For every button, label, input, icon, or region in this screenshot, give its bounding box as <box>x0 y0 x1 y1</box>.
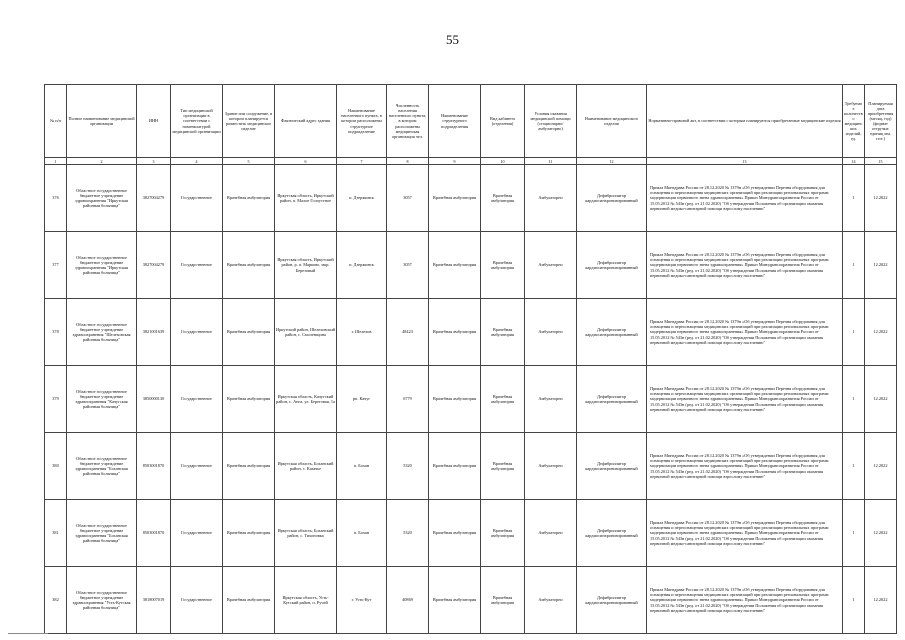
header-cell: Вид кабинета (отделения) <box>481 85 525 158</box>
header-row <box>45 85 897 158</box>
structural-unit: Врачебная амбулатория <box>429 366 481 433</box>
population: 40869 <box>387 567 429 634</box>
column-number: 5 <box>223 158 275 165</box>
cabinet-type: Врачебная амбулатория <box>481 567 525 634</box>
structural-unit: Врачебная амбулатория <box>429 433 481 500</box>
column-number: 15 <box>865 158 897 165</box>
locality: п. Дзержинск <box>337 165 387 232</box>
legal-act: Приказ Минздрава России от 28.12.2020 № 1379н «Об утверждении Перечня оборудования для оснащения и переоснащения медицинских организаций при реализации региональных программ модернизации первичного звена здравоохранения» Приказ Минздравсоцразвития России от 15.05.2012 № 543н (ред. от 21.02.2020) "Об утверждении Положения об организации оказания первичной медико-санитарной помощи взрослому населению" <box>647 165 843 232</box>
device-name: Дефибриллятор кардиосинхронизированный <box>577 232 647 299</box>
locality: п. Дзержинск <box>337 232 387 299</box>
table-row <box>45 366 897 433</box>
row-number: 379 <box>45 366 67 433</box>
cabinet-type: Врачебная амбулатория <box>481 165 525 232</box>
column-number: 9 <box>429 158 481 165</box>
column-number: 14 <box>843 158 865 165</box>
cabinet-type: Врачебная амбулатория <box>481 433 525 500</box>
header-cell: Наименование структурного подразделения <box>429 85 481 158</box>
legal-act: Приказ Минздрава России от 28.12.2020 № 1379н «Об утверждении Перечня оборудования для оснащения и переоснащения медицинских организаций при реализации региональных программ модернизации первичного звена здравоохранения» Приказ Минздравсоцразвития России от 15.05.2012 № 543н (ред. от 21.02.2020) "Об утверждении Положения об организации оказания первичной медико-санитарной помощи взрослому населению" <box>647 299 843 366</box>
header-cell: ИНН <box>137 85 171 158</box>
building: Врачебная амбулатория <box>223 567 275 634</box>
care-conditions: Амбулаторно <box>525 433 577 500</box>
organization-name: Областное государственное бюджетное учреждение здравоохранения "Боханская районная больница" <box>67 433 137 500</box>
table-row <box>45 165 897 232</box>
header-cell: Полное наименование медицинской организации <box>67 85 137 158</box>
locality: п. Бохан <box>337 500 387 567</box>
structural-unit: Врачебная амбулатория <box>429 567 481 634</box>
column-number: 8 <box>387 158 429 165</box>
column-number-row <box>45 158 897 165</box>
footer-rule <box>8 633 48 634</box>
locality: п. Бохан <box>337 433 387 500</box>
inn: 8503001870 <box>137 433 171 500</box>
structural-unit: Врачебная амбулатория <box>429 232 481 299</box>
organization-name: Областное государственное бюджетное учреждение здравоохранения "Шелеховская районная больница" <box>67 299 137 366</box>
header-cell: Наименование медицинского изделия <box>577 85 647 158</box>
row-number: 380 <box>45 433 67 500</box>
column-number: 13 <box>647 158 843 165</box>
locality: г. Шелехов <box>337 299 387 366</box>
care-conditions: Амбулаторно <box>525 165 577 232</box>
column-number: 12 <box>577 158 647 165</box>
purchase-date: 12.2022 <box>865 299 897 366</box>
address: Иркутская область, Боханский район, с. Тихоновка <box>275 500 337 567</box>
page-number: 55 <box>446 32 459 47</box>
legal-act: Приказ Минздрава России от 28.12.2020 № 1379н «Об утверждении Перечня оборудования для оснащения и переоснащения медицинских организаций при реализации региональных программ модернизации первичного звена здравоохранения» Приказ Минздравсоцразвития России от 15.05.2012 № 543н (ред. от 21.02.2020) "Об утверждении Положения об организации оказания первичной медико-санитарной помощи взрослому населению" <box>647 232 843 299</box>
inn: 3850000130 <box>137 366 171 433</box>
device-name: Дефибриллятор кардиосинхронизированный <box>577 299 647 366</box>
header-cell: Условия оказания медицинской помощи (стационарно/амбулаторно) <box>525 85 577 158</box>
building: Врачебная амбулатория <box>223 366 275 433</box>
organization-type: Государственное <box>171 567 223 634</box>
column-number: 3 <box>137 158 171 165</box>
organization-name: Областное государственное бюджетное учреждение здравоохранения "Качугская районная больница" <box>67 366 137 433</box>
column-number: 1 <box>45 158 67 165</box>
organization-type: Государственное <box>171 299 223 366</box>
organization-type: Государственное <box>171 366 223 433</box>
organization-type: Государственное <box>171 165 223 232</box>
column-number: 11 <box>525 158 577 165</box>
purchase-date: 12.2022 <box>865 165 897 232</box>
header-cell: Здание или сооружение, в котором планируется разместить медицинское изделие <box>223 85 275 158</box>
address: Иркутская область, Качугский район, с. Анга, ул. Береговая, 1а <box>275 366 337 433</box>
structural-unit: Врачебная амбулатория <box>429 165 481 232</box>
structural-unit: Врачебная амбулатория <box>429 500 481 567</box>
care-conditions: Амбулаторно <box>525 500 577 567</box>
row-number: 377 <box>45 232 67 299</box>
quantity: 1 <box>843 366 865 433</box>
organization-type: Государственное <box>171 433 223 500</box>
header-cell: Планируемая дата приобретения (месяц, год) (формат отгрузки: единиц мм. гггг.) <box>865 85 897 158</box>
header-cell: Нормативно-правовой акт, в соответствии с которым планируются приобретаемые медицинские изделия <box>647 85 843 158</box>
header-cell: Требуемое количество медицинских изделий, ед. <box>843 85 865 158</box>
organization-type: Государственное <box>171 500 223 567</box>
cabinet-type: Врачебная амбулатория <box>481 366 525 433</box>
legal-act: Приказ Минздрава России от 28.12.2020 № 1379н «Об утверждении Перечня оборудования для оснащения и переоснащения медицинских организаций при реализации региональных программ модернизации первичного звена здравоохранения» Приказ Минздравсоцразвития России от 15.05.2012 № 543н (ред. от 21.02.2020) "Об утверждении Положения об организации оказания первичной медико-санитарной помощи взрослому населению" <box>647 433 843 500</box>
population: 48423 <box>387 299 429 366</box>
column-number: 6 <box>275 158 337 165</box>
cabinet-type: Врачебная амбулатория <box>481 500 525 567</box>
quantity: 1 <box>843 232 865 299</box>
table-row <box>45 299 897 366</box>
population: 6779 <box>387 366 429 433</box>
inn: 3821001639 <box>137 299 171 366</box>
building: Врачебная амбулатория <box>223 299 275 366</box>
row-number: 376 <box>45 165 67 232</box>
header-cell: Тип медицинской организации в соответствии с номенклатурой медицинской организации <box>171 85 223 158</box>
care-conditions: Амбулаторно <box>525 299 577 366</box>
row-number: 378 <box>45 299 67 366</box>
cabinet-type: Врачебная амбулатория <box>481 299 525 366</box>
care-conditions: Амбулаторно <box>525 567 577 634</box>
device-name: Дефибриллятор кардиосинхронизированный <box>577 165 647 232</box>
building: Врачебная амбулатория <box>223 433 275 500</box>
address: Иркутская область, Боханский район, с. Казачье <box>275 433 337 500</box>
quantity: 1 <box>843 433 865 500</box>
building: Врачебная амбулатория <box>223 500 275 567</box>
address: Иркутский район, Шелеховский район, с. Смоленщина <box>275 299 337 366</box>
locality: рп. Качуг <box>337 366 387 433</box>
table-row <box>45 567 897 634</box>
inn: 3827004279 <box>137 232 171 299</box>
header-cell: Фактический адрес здания <box>275 85 337 158</box>
care-conditions: Амбулаторно <box>525 232 577 299</box>
organization-type: Государственное <box>171 232 223 299</box>
row-number: 381 <box>45 500 67 567</box>
organization-name: Областное государственное бюджетное учреждение здравоохранения "Усть-Кутская районная больница" <box>67 567 137 634</box>
organization-name: Областное государственное бюджетное учреждение здравоохранения "Иркутская районная больница" <box>67 232 137 299</box>
inn: 8503001870 <box>137 500 171 567</box>
device-name: Дефибриллятор кардиосинхронизированный <box>577 433 647 500</box>
device-name: Дефибриллятор кардиосинхронизированный <box>577 500 647 567</box>
table-row <box>45 232 897 299</box>
column-number: 10 <box>481 158 525 165</box>
purchase-date: 12.2022 <box>865 232 897 299</box>
population: 3057 <box>387 232 429 299</box>
purchase-date: 12.2022 <box>865 433 897 500</box>
inn: 3818007019 <box>137 567 171 634</box>
purchase-date: 12.2022 <box>865 366 897 433</box>
quantity: 1 <box>843 299 865 366</box>
care-conditions: Амбулаторно <box>525 366 577 433</box>
header-cell: Наименование населенного пункта, в котором расположены структурное подразделение <box>337 85 387 158</box>
column-number: 2 <box>67 158 137 165</box>
quantity: 1 <box>843 500 865 567</box>
quantity: 1 <box>843 567 865 634</box>
organization-name: Областное государственное бюджетное учреждение здравоохранения "Боханская районная больница" <box>67 500 137 567</box>
population: 3057 <box>387 165 429 232</box>
address: Иркутская область, Иркутский район, п. Малое Голоустное <box>275 165 337 232</box>
column-number: 4 <box>171 158 223 165</box>
header-cell: № п/п <box>45 85 67 158</box>
locality: г. Усть-Кут <box>337 567 387 634</box>
quantity: 1 <box>843 165 865 232</box>
building: Врачебная амбулатория <box>223 232 275 299</box>
population: 5320 <box>387 500 429 567</box>
table-row <box>45 433 897 500</box>
building: Врачебная амбулатория <box>223 165 275 232</box>
legal-act: Приказ Минздрава России от 28.12.2020 № 1379н «Об утверждении Перечня оборудования для оснащения и переоснащения медицинских организаций при реализации региональных программ модернизации первичного звена здравоохранения» Приказ Минздравсоцразвития России от 15.05.2012 № 543н (ред. от 21.02.2020) "Об утверждении Положения об организации оказания первичной медико-санитарной помощи взрослому населению" <box>647 366 843 433</box>
medical-device-table <box>44 84 897 634</box>
table-row <box>45 500 897 567</box>
population: 5320 <box>387 433 429 500</box>
purchase-date: 12.2022 <box>865 567 897 634</box>
device-name: Дефибриллятор кардиосинхронизированный <box>577 567 647 634</box>
legal-act: Приказ Минздрава России от 28.12.2020 № 1379н «Об утверждении Перечня оборудования для оснащения и переоснащения медицинских организаций при реализации региональных программ модернизации первичного звена здравоохранения» Приказ Минздравсоцразвития России от 15.05.2012 № 543н (ред. от 21.02.2020) "Об утверждении Положения об организации оказания первичной медико-санитарной помощи взрослому населению" <box>647 500 843 567</box>
structural-unit: Врачебная амбулатория <box>429 299 481 366</box>
row-number: 382 <box>45 567 67 634</box>
organization-name: Областное государственное бюджетное учреждение здравоохранения "Иркутская районная больница" <box>67 165 137 232</box>
address: Иркутская область, Усть-Кутский район, п. Ручей <box>275 567 337 634</box>
inn: 3827004279 <box>137 165 171 232</box>
legal-act: Приказ Минздрава России от 28.12.2020 № 1379н «Об утверждении Перечня оборудования для оснащения и переоснащения медицинских организаций при реализации региональных программ модернизации первичного звена здравоохранения» Приказ Минздравсоцразвития России от 15.05.2012 № 543н (ред. от 21.02.2020) "Об утверждении Положения об организации оказания первичной медико-санитарной помощи взрослому населению" <box>647 567 843 634</box>
cabinet-type: Врачебная амбулатория <box>481 232 525 299</box>
address: Иркутская область, Иркутский район, р. п. Марково, мкр. Березовый <box>275 232 337 299</box>
header-cell: Численность населения населенного пункта, в котором расположены медицинская организация чел. <box>387 85 429 158</box>
column-number: 7 <box>337 158 387 165</box>
device-name: Дефибриллятор кардиосинхронизированный <box>577 366 647 433</box>
purchase-date: 12.2022 <box>865 500 897 567</box>
